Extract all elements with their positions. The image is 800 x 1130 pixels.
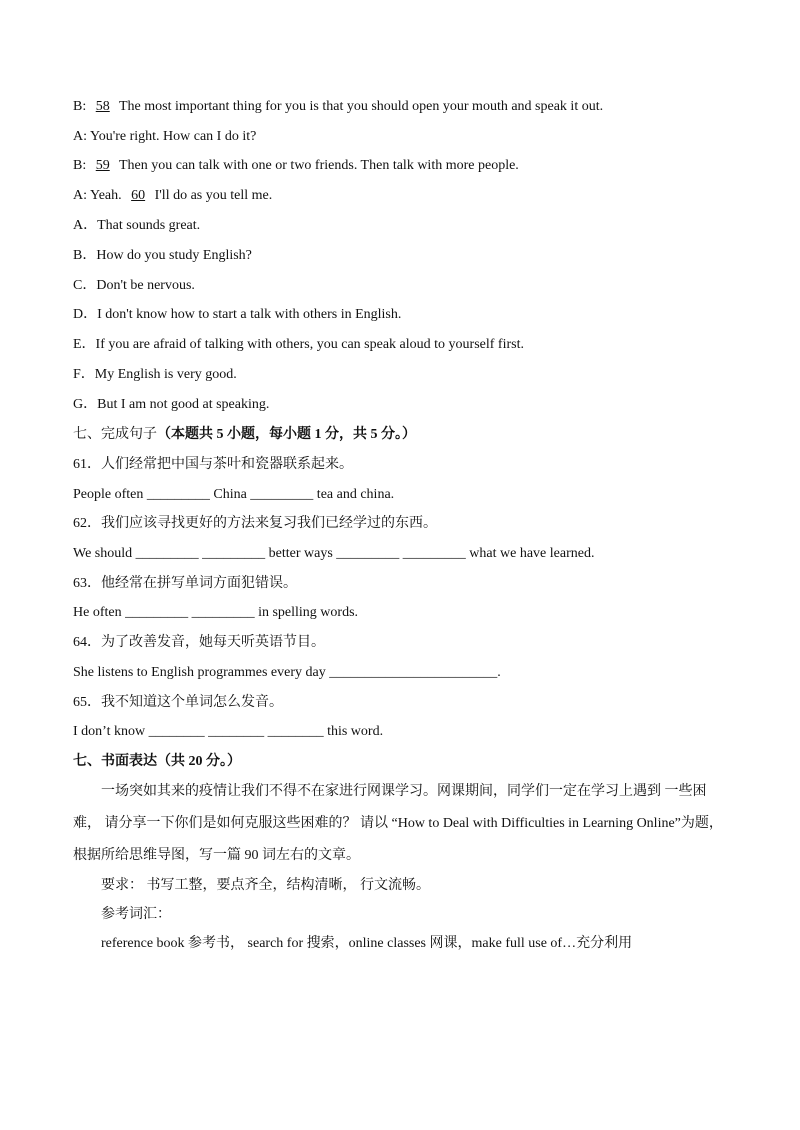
item-64-cn: 64．为了改善发音，她每天听英语节目。 [73,635,325,650]
option-b: B．How do you study English? [73,248,252,263]
item-61-cn: 61．人们经常把中国与茶叶和瓷器联系起来。 [73,457,353,472]
item-63-cn: 63．他经常在拼写单词方面犯错误。 [73,576,297,591]
section-title: 七、完成句子 [73,427,157,442]
option-c: C．Don't be nervous. [73,278,195,293]
option-g: G．But I am not good at speaking. [73,397,270,412]
section-heading-writing: 七、书面表达（共 20 分。） [73,754,241,769]
option-e: E．If you are afraid of talking with others, you can speak aloud to yourself first. [73,337,524,352]
section-heading-sentences [73,426,416,444]
dialogue-line-60 [73,187,272,205]
vocab-list: reference book 参考书， search for 搜索，online classes 网课，make full use of…充分利用 [101,936,633,951]
dialogue-line-59 [73,157,519,175]
dialogue-text: A: You're right. How can I do it? [73,129,257,144]
item-62-cn: 62．我们应该寻找更好的方法来复习我们已经学过的东西。 [73,516,437,531]
answer-blank-58: 58 [95,99,110,114]
item-63-en: He often _________ _________ in spelling words. [73,605,359,620]
option-d: D．I don't know how to start a talk with others in English. [73,307,402,322]
speaker-label: B: [73,158,87,173]
option-a: A．That sounds great. [73,218,201,233]
item-61-en: People often _________ China _________ tea and china. [73,487,395,502]
writing-prompt: 一场突如其来的疫情让我们不得不在家进行网课学习。网课期间，同学们一定在学习上遇到 一些困难， 请分享一下你们是如何克服这些困难的？ 请以 “How to Deal with Difficulties in Learning Online”为题，根据所给思维导图，写一篇 90 词左右的文章。 [73,784,723,863]
section-scoring: （本题共 5 小题，每小题 1 分，共 5 分。） [157,427,416,442]
writing-requirement: 要求： 书写工整，要点齐全，结构清晰， 行文流畅。 [101,878,430,893]
item-65-cn: 65．我不知道这个单词怎么发音。 [73,695,283,710]
item-62-en: We should _________ _________ better ways _________ _________ what we have learned. [73,546,595,561]
dialogue-line-a1 [73,128,256,146]
answer-blank-60: 60 [131,188,146,203]
speaker-label: A: Yeah. [73,188,122,203]
dialogue-text: The most important thing for you is that you should open your mouth and speak it out. [118,99,604,114]
dialogue-line-58 [73,98,603,116]
speaker-label: B: [73,99,87,114]
vocab-label: 参考词汇： [101,907,171,922]
item-65-en: I don’t know ________ ________ ________ this word. [73,724,384,739]
dialogue-text: I'll do as you tell me. [154,188,273,203]
item-64-en: She listens to English programmes every day ________________________. [73,665,501,680]
dialogue-text: Then you can talk with one or two friends. Then talk with more people. [118,158,519,173]
option-f: F．My English is very good. [73,367,237,382]
answer-blank-59: 59 [95,158,110,173]
